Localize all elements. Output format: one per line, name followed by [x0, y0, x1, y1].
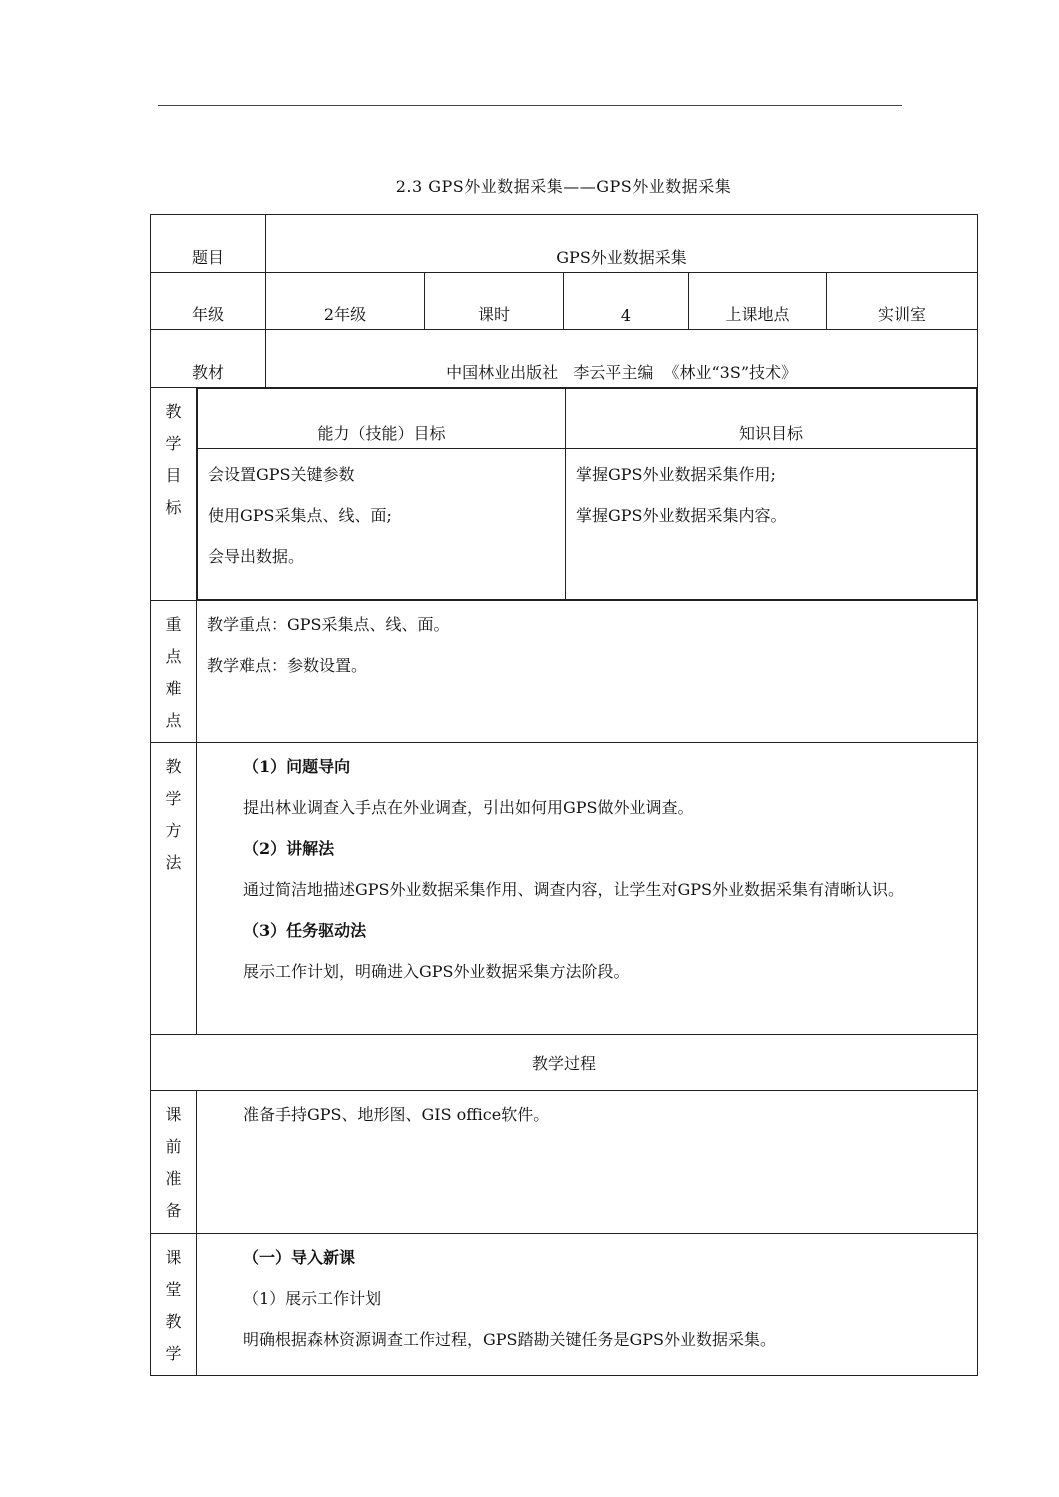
document-title: 2.3 GPS外业数据采集——GPS外业数据采集 [395, 177, 732, 196]
classroom-label: 课 堂 教 学 [151, 1234, 197, 1376]
process-header: 教学过程 [151, 1035, 978, 1091]
location-value: 实训室 [827, 273, 978, 330]
topic-value: GPS外业数据采集 [266, 215, 978, 273]
objectives-label: 教 学 目 标 [151, 388, 197, 601]
objectives-row [151, 388, 978, 601]
classroom-heading: （一）导入新课 [243, 1248, 356, 1267]
methods-label: 教 学 方 法 [151, 743, 197, 1035]
textbook-label: 教材 [151, 330, 266, 388]
method-heading: （1）问题导向 [243, 757, 351, 776]
location-label: 上课地点 [689, 273, 827, 330]
ability-header: 能力（技能）目标 [198, 389, 566, 449]
knowledge-header: 知识目标 [566, 389, 977, 449]
classroom-row [151, 1234, 978, 1376]
key-points-row [151, 601, 978, 743]
header-rule [158, 105, 902, 106]
method-text: 通过简洁地描述GPS外业数据采集作用、调查内容，让学生对GPS外业数据采集有清晰认识。 [243, 880, 905, 899]
ability-list [198, 449, 566, 600]
topic-row [151, 215, 978, 273]
knowledge-list [566, 449, 977, 600]
ability-item: 会导出数据。 [208, 547, 305, 566]
preparation-row [151, 1091, 978, 1234]
info-row [151, 273, 978, 330]
textbook-row [151, 330, 978, 388]
hours-value: 4 [564, 273, 689, 330]
key-points-label: 重 点 难 点 [151, 601, 197, 743]
preparation-content [197, 1091, 978, 1234]
textbook-value: 中国林业出版社 李云平主编 《林业“3S”技术》 [266, 330, 978, 388]
knowledge-item: 掌握GPS外业数据采集作用; [576, 465, 776, 484]
classroom-content [197, 1234, 978, 1376]
classroom-text: 明确根据森林资源调查工作过程，GPS踏勘关键任务是GPS外业数据采集。 [243, 1330, 777, 1349]
method-text: 展示工作计划，明确进入GPS外业数据采集方法阶段。 [243, 962, 630, 981]
classroom-subheading: （1）展示工作计划 [243, 1289, 382, 1308]
methods-row [151, 743, 978, 1035]
process-header-row [151, 1035, 978, 1091]
key-points-content [197, 601, 978, 743]
lesson-plan-table [150, 214, 978, 1376]
ability-item: 会设置GPS关键参数 [208, 465, 355, 484]
knowledge-item: 掌握GPS外业数据采集内容。 [576, 506, 787, 525]
ability-item: 使用GPS采集点、线、面; [208, 506, 392, 525]
preparation-label: 课 前 准 备 [151, 1091, 197, 1234]
key-point-line: 教学难点：参数设置。 [207, 656, 368, 675]
objectives-inner-table [197, 388, 977, 600]
method-heading: （3）任务驱动法 [243, 921, 367, 940]
hours-label: 课时 [425, 273, 564, 330]
key-point-line: 教学重点：GPS采集点、线、面。 [207, 615, 450, 634]
method-heading: （2）讲解法 [243, 839, 335, 858]
grade-label: 年级 [151, 273, 266, 330]
preparation-text: 准备手持GPS、地形图、GIS office软件。 [243, 1105, 550, 1124]
objectives-content [197, 388, 978, 601]
topic-label: 题目 [151, 215, 266, 273]
method-text: 提出林业调查入手点在外业调查，引出如何用GPS做外业调查。 [243, 798, 694, 817]
grade-value: 2年级 [266, 273, 425, 330]
methods-content [197, 743, 978, 1035]
